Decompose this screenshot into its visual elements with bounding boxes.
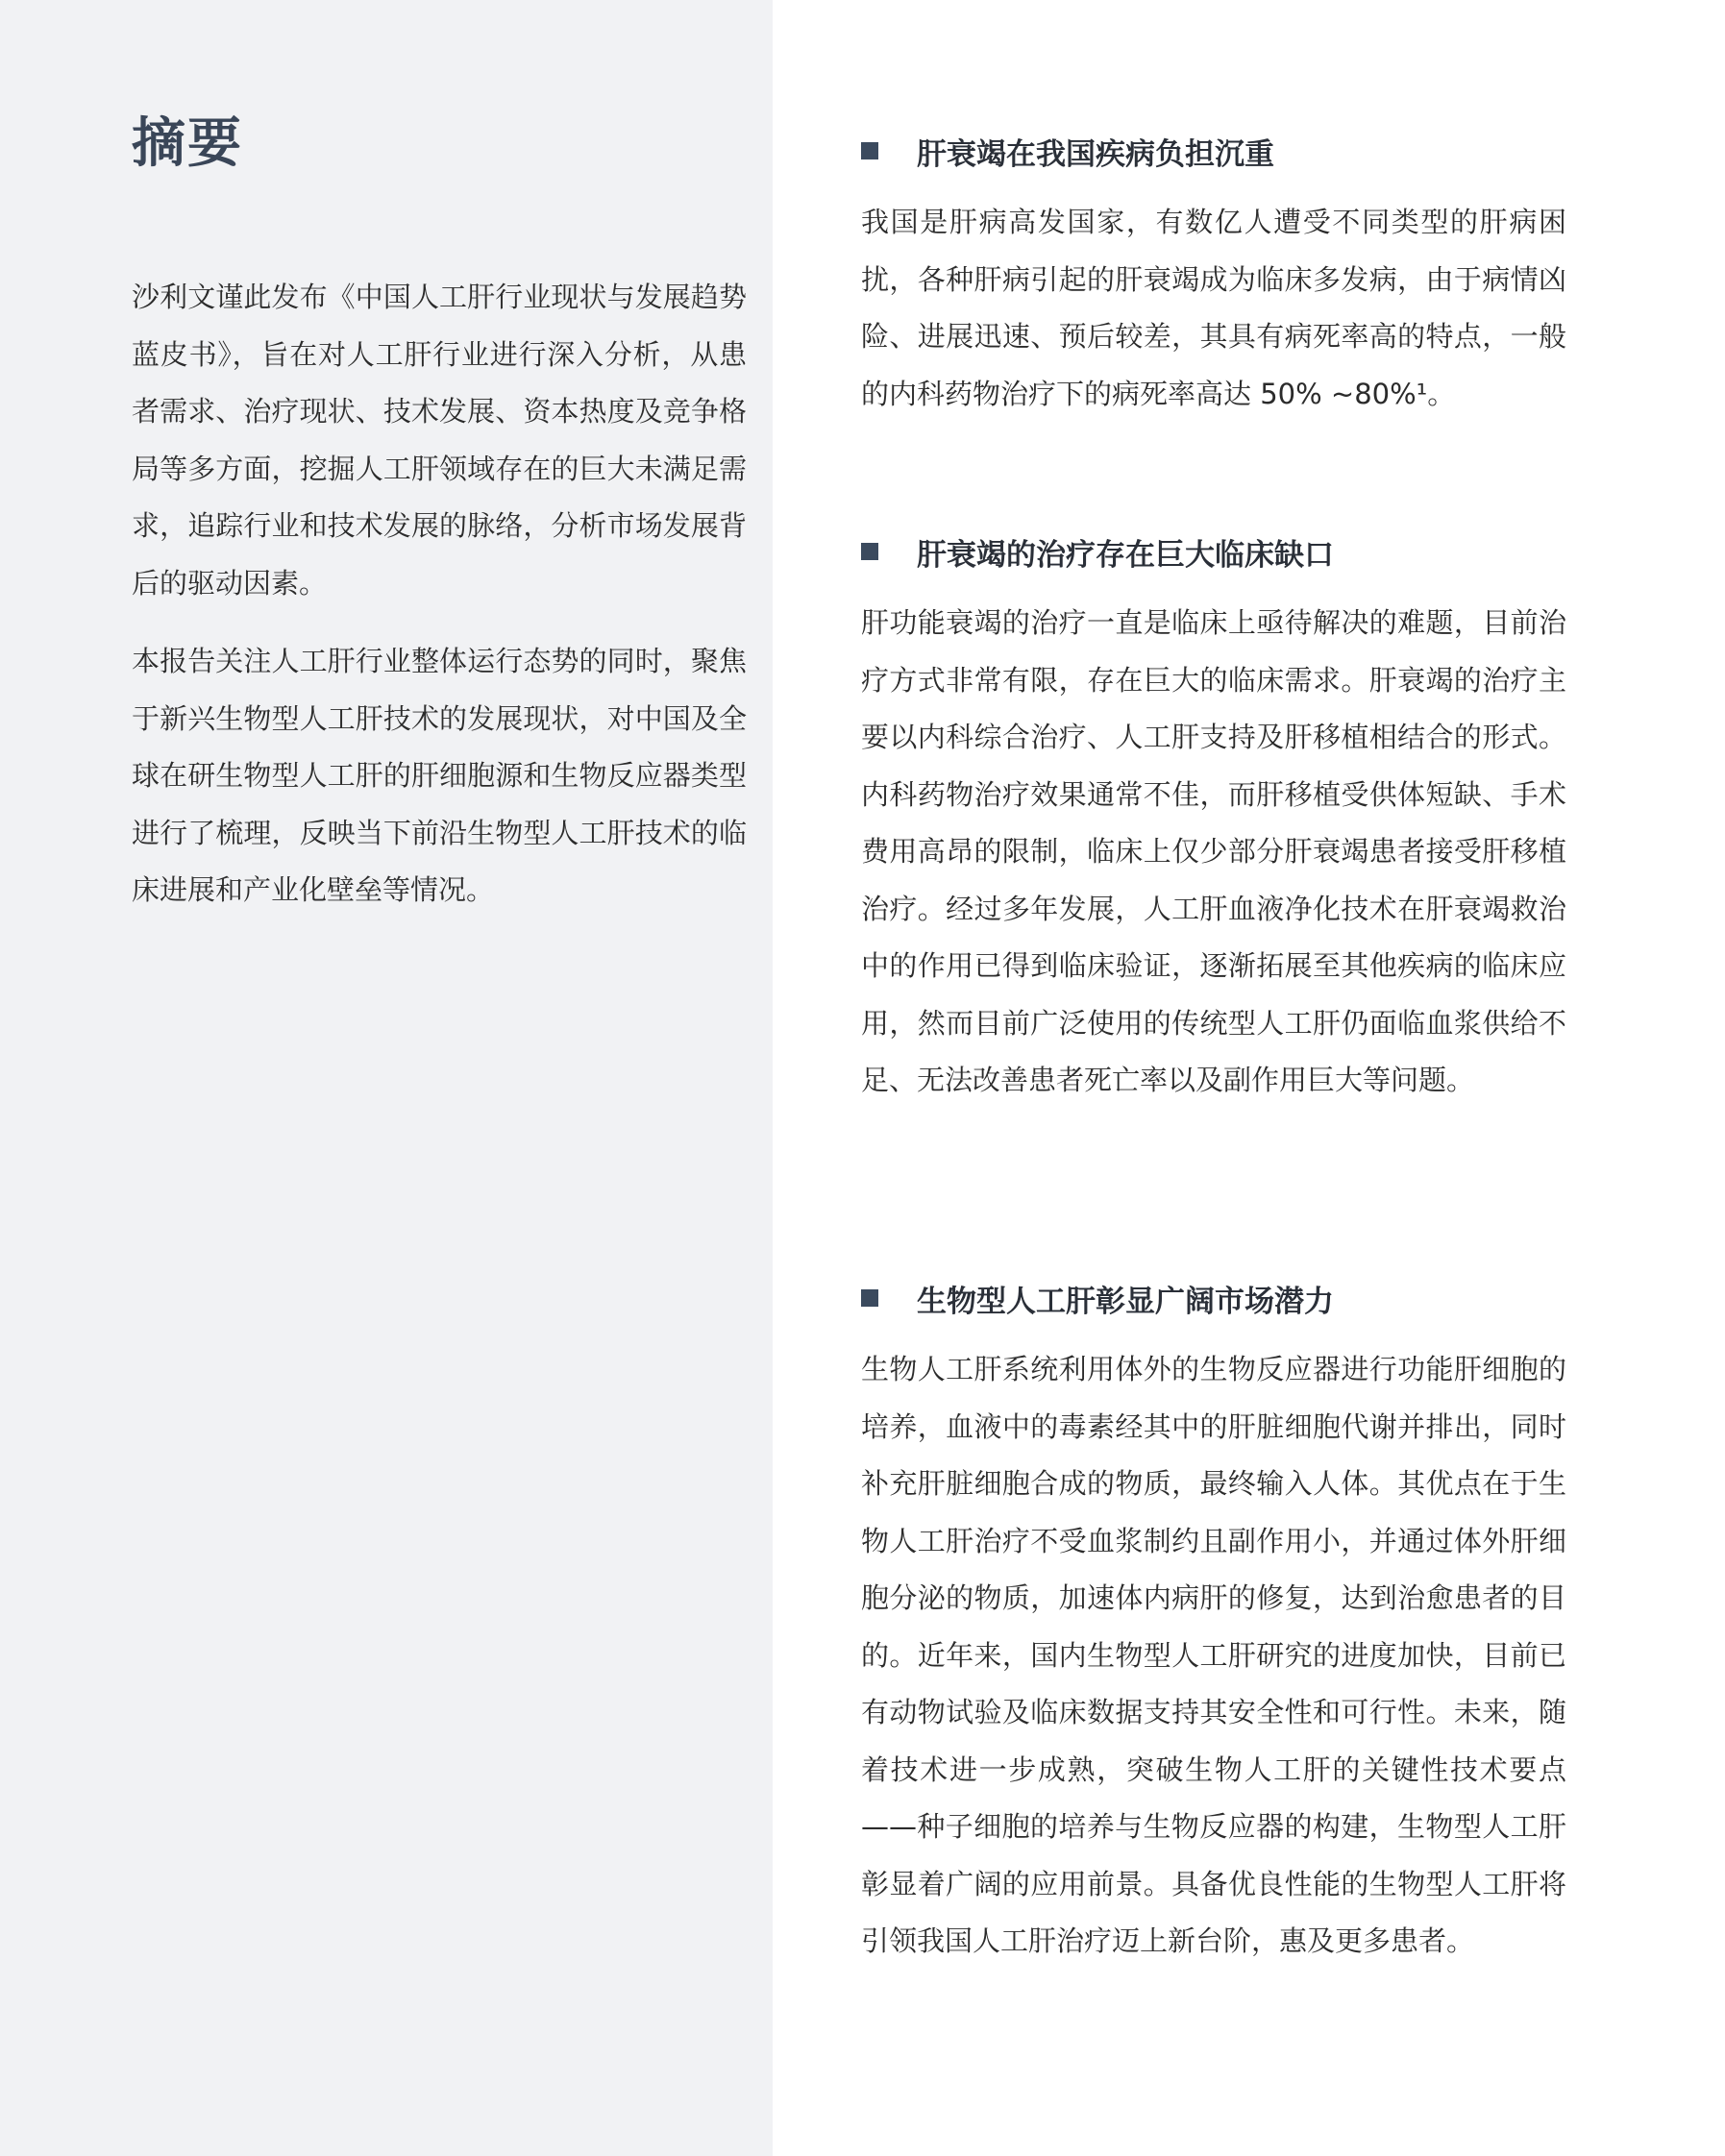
square-bullet-icon [861, 1289, 878, 1307]
summary-paragraph-1: 沙利文谨此发布《中国人工肝行业现状与发展趋势蓝皮书》，旨在对人工肝行业进行深入分析，从患者需求、治疗现状、技术发展、资本热度及竞争格局等多方面，挖掘人工肝领域存在的巨大未满足需求，追踪行业和技术发展的脉络，分析市场发展背后的驱动因素。 [132, 281, 747, 600]
section-body: 我国是肝病高发国家，有数亿人遭受不同类型的肝病困扰，各种肝病引起的肝衰竭成为临床多发病，由于病情凶险、进展迅速、预后较差，其具有病死率高的特点，一般的内科药物治疗下的病死率高达 50% ~80%¹。 [861, 206, 1566, 410]
section-header [861, 127, 1566, 175]
section-title: 肝衰竭的治疗存在巨大临床缺口 [917, 537, 1334, 573]
summary-paragraph-2: 本报告关注人工肝行业整体运行态势的同时，聚焦于新兴生物型人工肝技术的发展现状，对中国及全球在研生物型人工肝的肝细胞源和生物反应器类型进行了梳理，反映当下前沿生物型人工肝技术的临床进展和产业化壁垒等情况。 [132, 645, 747, 906]
section-header [861, 1274, 1566, 1322]
section-clinical-gap [861, 527, 1566, 1110]
section-bioartificial-liver-potential [861, 1274, 1566, 1971]
section-title: 肝衰竭在我国疾病负担沉重 [917, 136, 1274, 172]
square-bullet-icon [861, 543, 878, 560]
section-body: 生物人工肝系统利用体外的生物反应器进行功能肝细胞的培养，血液中的毒素经其中的肝脏细胞代谢并排出，同时补充肝脏细胞合成的物质，最终输入人体。其优点在于生物人工肝治疗不受血浆制约且副作用小，并通过体外肝细胞分泌的物质，加速体内病肝的修复，达到治愈患者的目的。近年来，国内生物型人工肝研究的进度加快，目前已有动物试验及临床数据支持其安全性和可行性。未来，随着技术进一步成熟，突破生物人工肝的关键性技术要点——种子细胞的培养与生物反应器的构建，生物型人工肝彰显着广阔的应用前景。具备优良性能的生物型人工肝将引领我国人工肝治疗迈上新台阶，惠及更多患者。 [861, 1353, 1566, 1957]
summary-panel [0, 0, 773, 2156]
section-header [861, 527, 1566, 576]
square-bullet-icon [861, 142, 878, 159]
section-body: 肝功能衰竭的治疗一直是临床上亟待解决的难题，目前治疗方式非常有限，存在巨大的临床需求。肝衰竭的治疗主要以内科综合治疗、人工肝支持及肝移植相结合的形式。内科药物治疗效果通常不佳，而肝移植受供体短缺、手术费用高昂的限制，临床上仅少部分肝衰竭患者接受肝移植治疗。经过多年发展，人工肝血液净化技术在肝衰竭救治中的作用已得到临床验证，逐渐拓展至其他疾病的临床应用，然而目前广泛使用的传统型人工肝仍面临血浆供给不足、无法改善患者死亡率以及副作用巨大等问题。 [861, 606, 1566, 1096]
section-liver-failure-burden [861, 127, 1566, 423]
section-title: 生物型人工肝彰显广阔市场潜力 [917, 1284, 1334, 1319]
page-title: 摘要 [132, 112, 243, 175]
